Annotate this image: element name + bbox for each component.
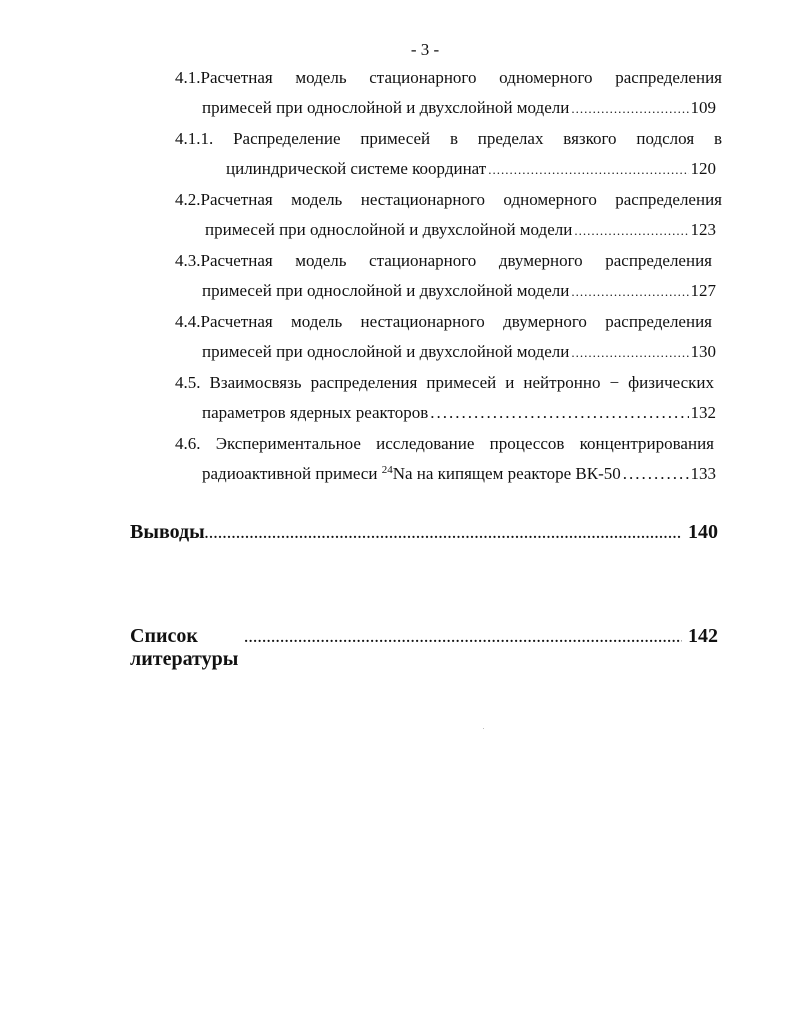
toc-entry-title-line2	[226, 154, 716, 184]
toc-entry-title: Расчетная модель стационарного одномерного распределения	[200, 68, 722, 87]
toc-entry-page: 130	[690, 342, 716, 361]
toc-entry-number: 4.1.	[175, 68, 201, 87]
toc-entry-title-line2	[202, 398, 716, 428]
toc-entry-title: Расчетная модель стационарного двумерного распределения	[200, 251, 712, 270]
toc-entry-references	[130, 625, 718, 671]
toc-entry-4-5	[175, 368, 714, 428]
toc-entry-title-line1	[175, 185, 722, 215]
toc-entry-title: Взаимосвязь распределения примесей и нейтронно − физических	[209, 373, 714, 392]
toc-entry-title-line1	[175, 246, 712, 276]
scan-speck	[483, 728, 484, 729]
toc-entry-title: Расчетная модель нестационарного двумерного распределения	[200, 312, 712, 331]
toc-entry-conclusions	[130, 521, 718, 544]
toc-entry-title: Список литературы	[130, 625, 239, 670]
dot-leader	[205, 527, 682, 543]
toc-entry-number: 4.6.	[175, 434, 201, 453]
toc-entry-title-line2	[205, 215, 716, 245]
toc-entry-title-line1	[175, 307, 712, 337]
toc-entry-title-continued: цилиндрической системе координат	[226, 159, 487, 178]
toc-entry-page: 127	[690, 281, 716, 300]
isotope-mass-number: 24	[381, 464, 393, 476]
dot-leader	[430, 398, 688, 428]
toc-entry-title-line2	[202, 276, 716, 306]
dot-leader	[488, 155, 688, 185]
dot-leader	[571, 277, 688, 307]
toc-entry-title-line2	[202, 337, 716, 367]
toc-entry-number: 4.4.	[175, 312, 201, 331]
toc-entry-page: 133	[690, 464, 716, 483]
toc-entry-page: 132	[690, 403, 716, 422]
toc-entry-page: 140	[688, 521, 718, 543]
toc-entry-title: Выводы	[130, 521, 205, 543]
toc-entry-title-line1	[175, 368, 714, 398]
toc-entry-page: 120	[690, 159, 716, 178]
dot-leader	[574, 216, 688, 246]
toc-entry-title-line1	[175, 429, 714, 459]
toc-entry-4-1-1	[175, 124, 722, 184]
toc-entry-title: Распределение примесей в пределах вязкого подслоя в	[233, 129, 722, 148]
toc-entry-title-line2	[202, 93, 716, 123]
dot-leader	[244, 631, 682, 647]
toc-entry-number: 4.3.	[175, 251, 201, 270]
toc-entry-number: 4.2.	[175, 190, 201, 209]
toc-entry-title: Расчетная модель нестационарного одномерного распределения	[200, 190, 722, 209]
toc-entry-title-line1	[175, 124, 722, 154]
toc-entry-title-continued: примесей при однослойной и двухслойной модели	[202, 281, 570, 300]
dot-leader	[571, 94, 688, 124]
toc-entry-number: 4.5.	[175, 373, 201, 392]
dot-leader	[571, 338, 688, 368]
toc-entry-4-6	[175, 429, 714, 489]
toc-entry-title-continued: примесей при однослойной и двухслойной модели	[202, 342, 570, 361]
toc-entry-4-2	[175, 185, 722, 245]
toc-entry-4-1	[175, 63, 722, 123]
page-number: - 3 -	[410, 40, 440, 59]
toc-entry-4-3	[175, 246, 716, 306]
toc-entry-title-line2	[202, 459, 716, 489]
toc-entry-title-line1	[175, 63, 722, 93]
toc-entry-page: 142	[688, 625, 718, 647]
toc-entry-number: 4.1.1.	[175, 129, 214, 148]
toc-entry-page: 109	[690, 98, 716, 117]
toc-entry-title-continued: примесей при однослойной и двухслойной модели	[205, 220, 573, 239]
dot-leader	[623, 459, 689, 489]
toc-entry-page: 123	[690, 220, 716, 239]
toc-entry-title-continued: примесей при однослойной и двухслойной модели	[202, 98, 570, 117]
toc-entry-title-continued: радиоактивной примеси $^{24}$Na на кипящем реакторе ВК-50	[202, 464, 621, 483]
toc-entry-title-continued: параметров ядерных реакторов	[202, 403, 429, 422]
toc-entry-4-4	[175, 307, 716, 367]
toc-entry-title: Экспериментальное исследование процессов концентрирования	[215, 434, 714, 453]
